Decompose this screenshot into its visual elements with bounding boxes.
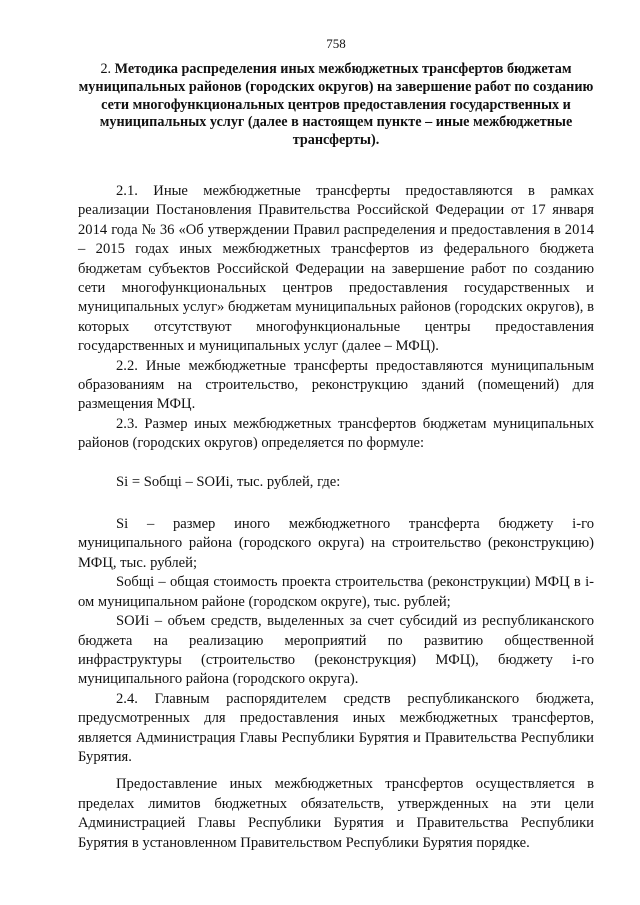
paragraph-2-3: 2.3. Размер иных межбюджетных трансфертов бюджетам муниципальных районов (городских округов) определяется по формуле:: [78, 415, 594, 452]
definition-sobshi: Sобщi – общая стоимость проекта строительства (реконструкции) МФЦ в i-ом муниципальном районе (городском округе), тыс. рублей;: [78, 574, 594, 610]
definition-si: Si – размер иного межбюджетного трансферта бюджету i-го муниципального района (городского округа) на строительство (реконструкцию) МФЦ, тыс. рублей;: [78, 516, 594, 571]
section-number: 2.: [100, 61, 112, 77]
formula: Si = Sобщi – SОИi, тыс. рублей, где:: [116, 473, 341, 490]
paragraph-final: Предоставление иных межбюджетных трансфертов осуществляется в пределах лимитов бюджетных обязательств, утвержденных на эти цели Администрацией Главы Республики Бурятия и Правительства Республики Бурятия в установленном Правительством Республики Бурятия порядке.: [78, 776, 594, 851]
document-body: [78, 182, 594, 853]
page-number: 758: [326, 36, 346, 51]
section-title: Методика распределения иных межбюджетных трансфертов бюджетам муниципальных районов (городских округов) на завершение работ по созданию сети многофункциональных центров предоставления государственных и муниципальных услуг (далее в настоящем пункте – иные межбюджетные трансферты).: [78, 61, 594, 149]
section-heading: [78, 61, 594, 150]
paragraph-2-2: 2.2. Иные межбюджетные трансферты предоставляются муниципальным образованиям на строительство, реконструкцию зданий (помещений) для размещения МФЦ.: [78, 357, 594, 413]
paragraph-2-4: 2.4. Главным распорядителем средств республиканского бюджета, предусмотренных для предоставления иных межбюджетных трансфертов, является Администрация Главы Республики Бурятия и Правительства Республики Бурятия.: [78, 690, 594, 765]
paragraph-2-1: 2.1. Иные межбюджетные трансферты предоставляются в рамках реализации Постановления Правительства Российской Федерации от 17 января 2014 года № 36 «Об утверждении Правил распределения и предоставления в 2014 – 2015 годах иных межбюджетных трансфертов из федерального бюджета бюджетам субъектов Российской Федерации на завершение работ по созданию сети многофункциональных центров предоставления государственных и муниципальных услуг» бюджетам муниципальных районов (городских округов), в которых отсутствуют многофункциональные центры предоставления государственных и муниципальных услуг (далее – МФЦ).: [78, 182, 594, 355]
definition-soii: SОИi – объем средств, выделенных за счет субсидий из республиканского бюджета на реализацию мероприятий по развитию общественной инфраструктуры (строительство (реконструкция) МФЦ), бюджету i-го муниципального района (городского округа).: [78, 613, 594, 688]
